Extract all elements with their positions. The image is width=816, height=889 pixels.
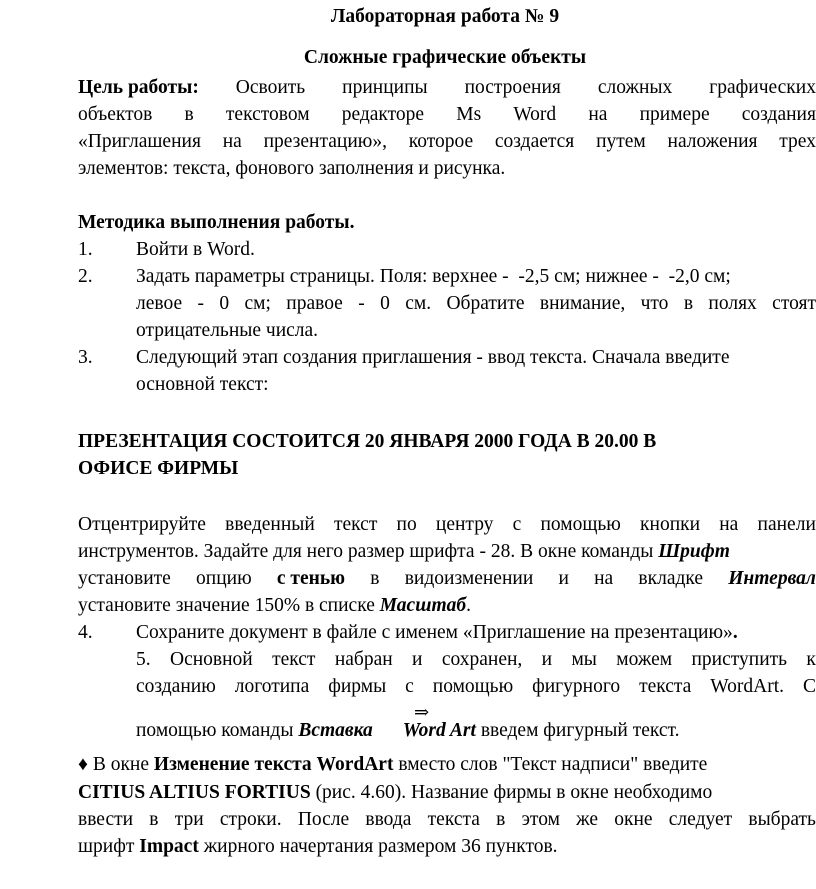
list-item-4-line-4: помощью команды Вставка Word Art введем фигурный текст. (136, 720, 680, 741)
method-heading: Методика выполнения работы. (78, 212, 355, 233)
para-line-1: Отцентрируйте введенный текст по центру с помощью кнопки на панели (78, 514, 816, 535)
goal-line-4: элементов: текста, фонового заполнения и рисунка. (78, 158, 506, 179)
list-item-2-line-2: левое - 0 см; правое - 0 см. Обратите внимание, что в полях стоят (136, 293, 816, 314)
list-item-2-line-1: Задать параметры страницы. Поля: верхнее - -2,5 см; нижнее - -2,0 см; (136, 266, 731, 287)
para-line-3: установите опцию с тенью в видоизменении и на вкладке Интервал (78, 568, 816, 589)
list-item-4-line-3: созданию логотипа фирмы с помощью фигурного текста WordArt. С (136, 676, 816, 697)
list-item-3-line-1: Следующий этап создания приглашения - ввод текста. Сначала введите (136, 347, 730, 368)
list-item-1-number: 1. (78, 239, 93, 260)
bullet-line-2: CITIUS ALTIUS FORTIUS (рис. 4.60). Название фирмы в окне необходимо (78, 782, 713, 803)
list-item-3-number: 3. (78, 347, 93, 368)
para-line-4: установите значение 150% в списке Масштаб. (78, 595, 471, 616)
goal-line-2: объектов в текстовом редакторе Ms Word на примере создания (78, 104, 816, 125)
list-item-2-number: 2. (78, 266, 93, 287)
list-item-1-text: Войти в Word. (136, 239, 255, 260)
bullet-line-4: шрифт Impact жирного начертания размером 36 пунктов. (78, 836, 558, 857)
diamond-bullet-icon: ♦ (78, 754, 88, 775)
arrow-right-icon: ⇒ (414, 702, 430, 722)
list-item-4-line-2: 5. Основной текст набран и сохранен, и мы можем приступить к (136, 649, 816, 670)
goal-line-1: Цель работы: Освоить принципы построения сложных графических (78, 77, 816, 98)
list-item-2-line-3: отрицательные числа. (136, 320, 319, 341)
goal-label: Цель работы: (78, 77, 199, 98)
list-item-4-line-1: Сохраните документ в файле с именем «Приглашение на презентацию». (136, 622, 738, 643)
page-subtitle: Сложные графические объекты (303, 47, 587, 68)
para-line-2: инструментов. Задайте для него размер шрифта - 28. В окне команды Шрифт (78, 541, 730, 562)
bullet-line-1: ♦ В окне Изменение текста WordArt вместо слов "Текст надписи" введите (78, 754, 708, 775)
announcement-line-2: ОФИСЕ ФИРМЫ (78, 458, 239, 479)
page-title: Лабораторная работа № 9 (330, 6, 560, 27)
bullet-line-3: ввести в три строки. После ввода текста в этом же окне следует выбрать (78, 809, 816, 830)
announcement-line-1: ПРЕЗЕНТАЦИЯ СОСТОИТСЯ 20 ЯНВАРЯ 2000 ГОДА В 20.00 В (78, 431, 657, 452)
list-item-4-number: 4. (78, 622, 93, 643)
goal-line-3: «Приглашения на презентацию», которое создается путем наложения трех (78, 131, 816, 152)
list-item-3-line-2: основной текст: (136, 374, 269, 395)
